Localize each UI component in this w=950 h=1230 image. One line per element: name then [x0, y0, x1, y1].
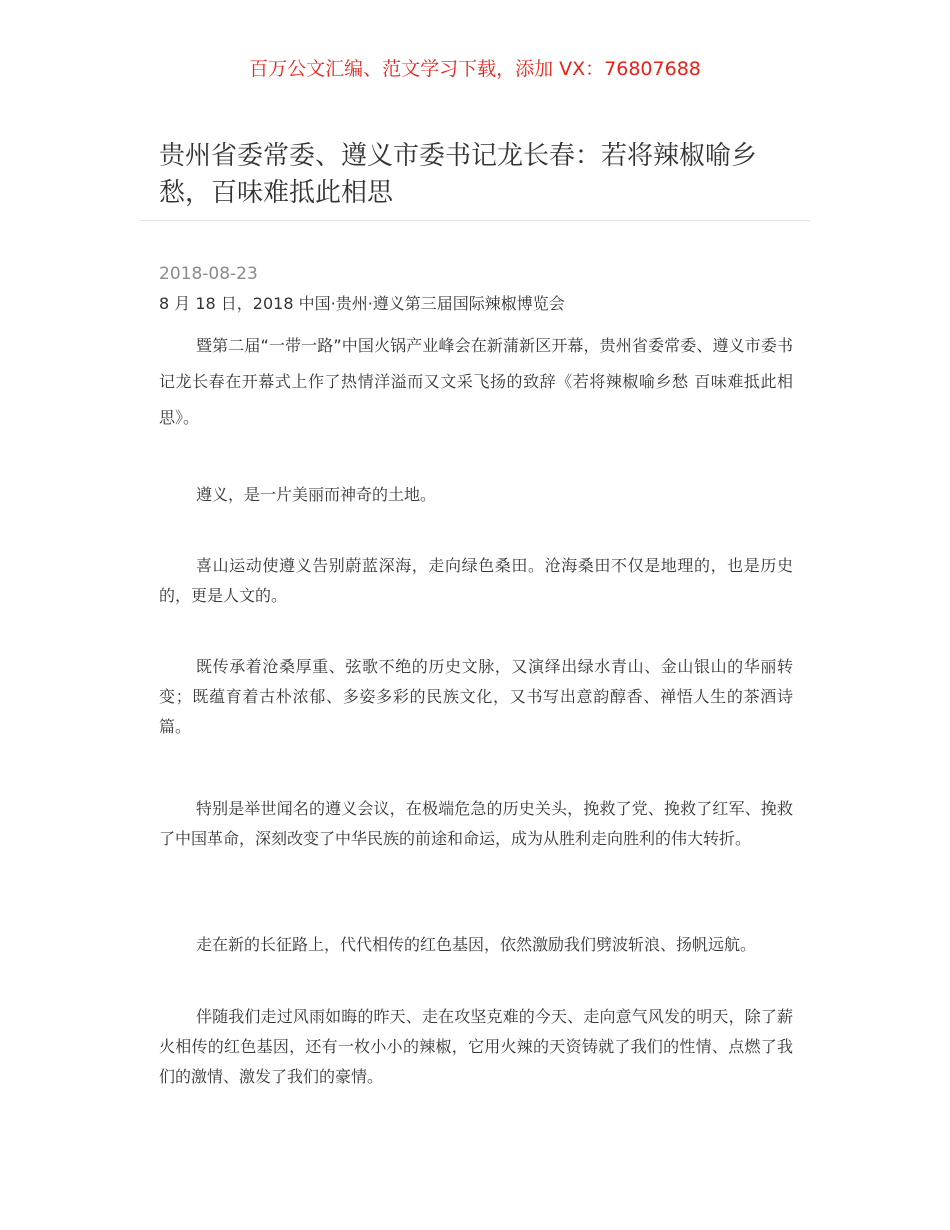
article-date: 2018-08-23	[159, 264, 258, 284]
article-lead: 8 月 18 日，2018 中国·贵州·遵义第三届国际辣椒博览会	[159, 294, 565, 313]
title-divider	[140, 220, 810, 221]
article-paragraph: 既传承着沧桑厚重、弦歌不绝的历史文脉，又演绎出绿水青山、金山银山的华丽转变；既蕴育着古朴浓郁、多姿多彩的民族文化，又书写出意韵醇香、禅悟人生的茶酒诗篇。	[159, 657, 793, 736]
article-title: 贵州省委常委、遵义市委书记龙长春：若将辣椒喻乡愁，百味难抵此相思	[159, 141, 758, 208]
article-paragraph: 喜山运动使遵义告别蔚蓝深海，走向绿色桑田。沧海桑田不仅是地理的，也是历史的，更是人文的。	[159, 556, 793, 605]
article-paragraph: 遵义，是一片美丽而神奇的土地。	[196, 485, 437, 504]
article-paragraph: 暨第二届“一带一路”中国火锅产业峰会在新蒲新区开幕，贵州省委常委、遵义市委书记龙长春在开幕式上作了热情洋溢而又文采飞扬的致辞《若将辣椒喻乡愁 百味难抵此相思》。	[159, 336, 793, 427]
promo-banner: 百万公文汇编、范文学习下载，添加 VX：76807688	[249, 58, 701, 80]
article-paragraph: 伴随我们走过风雨如晦的昨天、走在攻坚克难的今天、走向意气风发的明天，除了薪火相传的红色基因，还有一枚小小的辣椒，它用火辣的天资铸就了我们的性情、点燃了我们的激情、激发了我们的豪情。	[159, 1007, 793, 1086]
article-paragraph: 走在新的长征路上，代代相传的红色基因，依然激励我们劈波斩浪、扬帆远航。	[196, 935, 757, 954]
article-paragraph: 特别是举世闻名的遵义会议，在极端危急的历史关头，挽救了党、挽救了红军、挽救了中国革命，深刻改变了中华民族的前途和命运，成为从胜利走向胜利的伟大转折。	[159, 799, 793, 848]
